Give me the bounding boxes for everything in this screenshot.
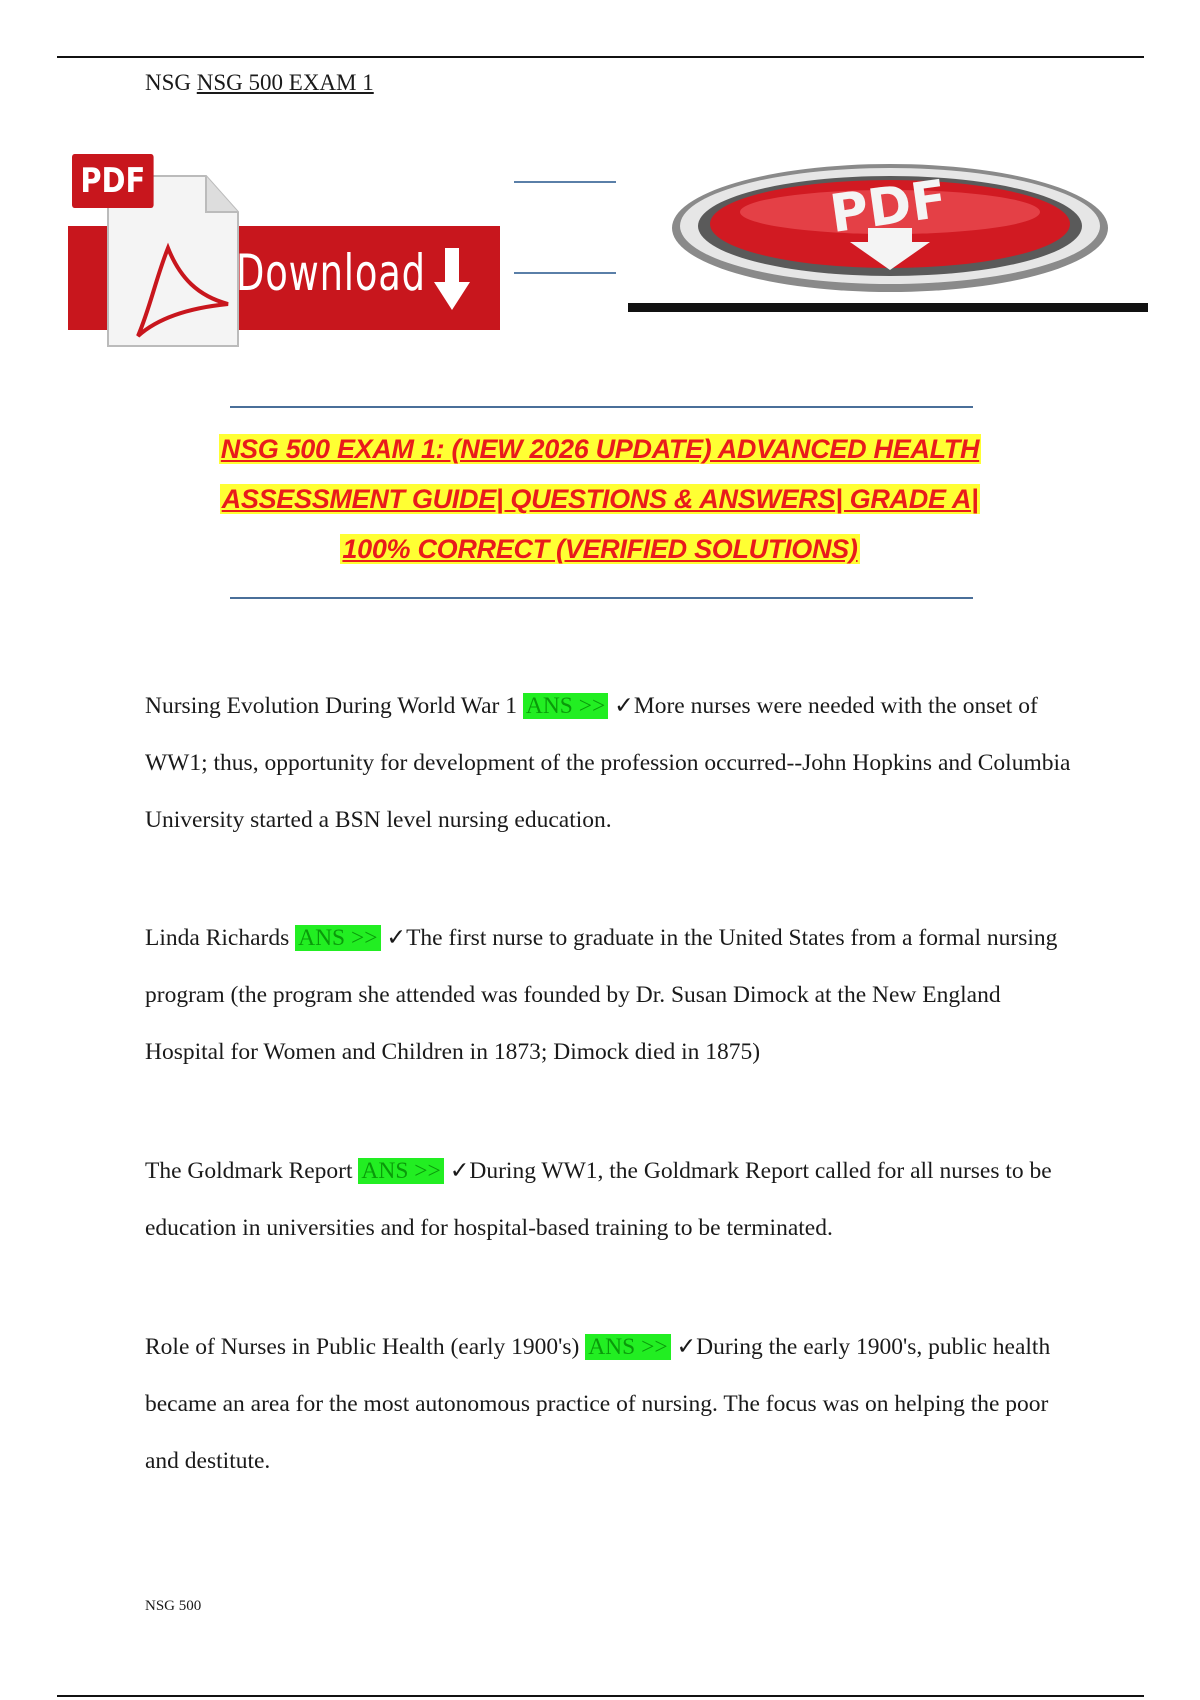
title-line-3: 100% CORRECT (VERIFIED SOLUTIONS) [342, 534, 858, 564]
header-prefix: NSG [145, 70, 192, 95]
header-link[interactable]: NSG 500 EXAM 1 [196, 70, 374, 95]
document-title [200, 424, 1000, 574]
download-label: Download [236, 244, 426, 302]
qa-answer: ✓More nurses were needed with the onset of WW1; thus, opportunity for development of the profession occurred--John Hopkins and Columbia University started a BSN level nursing education. [145, 693, 1071, 833]
pdf-button-image[interactable] [628, 158, 1148, 318]
title-line-2: ASSESSMENT GUIDE| QUESTIONS & ANSWERS| GRADE A| [221, 484, 979, 514]
title-top-rule [230, 406, 973, 408]
qa-answer: ✓During WW1, the Goldmark Report called for all nurses to be education in universities and for hospital-based training to be terminated. [145, 1158, 1052, 1241]
pdf-tag: PDF [72, 154, 154, 208]
top-rule [57, 56, 1144, 58]
divider-line [514, 181, 616, 183]
qa-term: The Goldmark Report [145, 1158, 353, 1184]
qa-item [145, 1319, 1080, 1490]
qa-answer: ✓During the early 1900's, public health became an area for the most autonomous practice of nursing. The focus was on helping the poor and destitute. [145, 1334, 1051, 1474]
qa-term: Linda Richards [145, 925, 290, 951]
qa-item [145, 910, 1080, 1081]
ans-marker: ANS >> [585, 1334, 670, 1360]
ans-marker: ANS >> [523, 693, 608, 719]
download-arrow-icon [432, 248, 472, 317]
title-bottom-rule [230, 597, 973, 599]
qa-item [145, 678, 1080, 849]
qa-item [145, 1143, 1080, 1257]
page-footer: NSG 500 [145, 1598, 202, 1614]
ans-marker: ANS >> [295, 925, 380, 951]
qa-term: Nursing Evolution During World War 1 [145, 693, 517, 719]
title-line-1: NSG 500 EXAM 1: (NEW 2026 UPDATE) ADVANCED HEALTH [220, 434, 980, 464]
qa-answer: ✓The first nurse to graduate in the United States from a formal nursing program (the program she attended was founded by Dr. Susan Dimock at the New England Hospital for Women and Children in 1873; Dimock died in 1875) [145, 925, 1058, 1065]
bottom-rule [57, 1695, 1144, 1697]
qa-term: Role of Nurses in Public Health (early 1900's) [145, 1334, 580, 1360]
download-banner[interactable] [68, 148, 504, 354]
page-header [145, 70, 374, 96]
divider-line [514, 272, 616, 274]
pdf-button-label: PDF [826, 169, 951, 245]
ans-marker: ANS >> [358, 1158, 443, 1184]
